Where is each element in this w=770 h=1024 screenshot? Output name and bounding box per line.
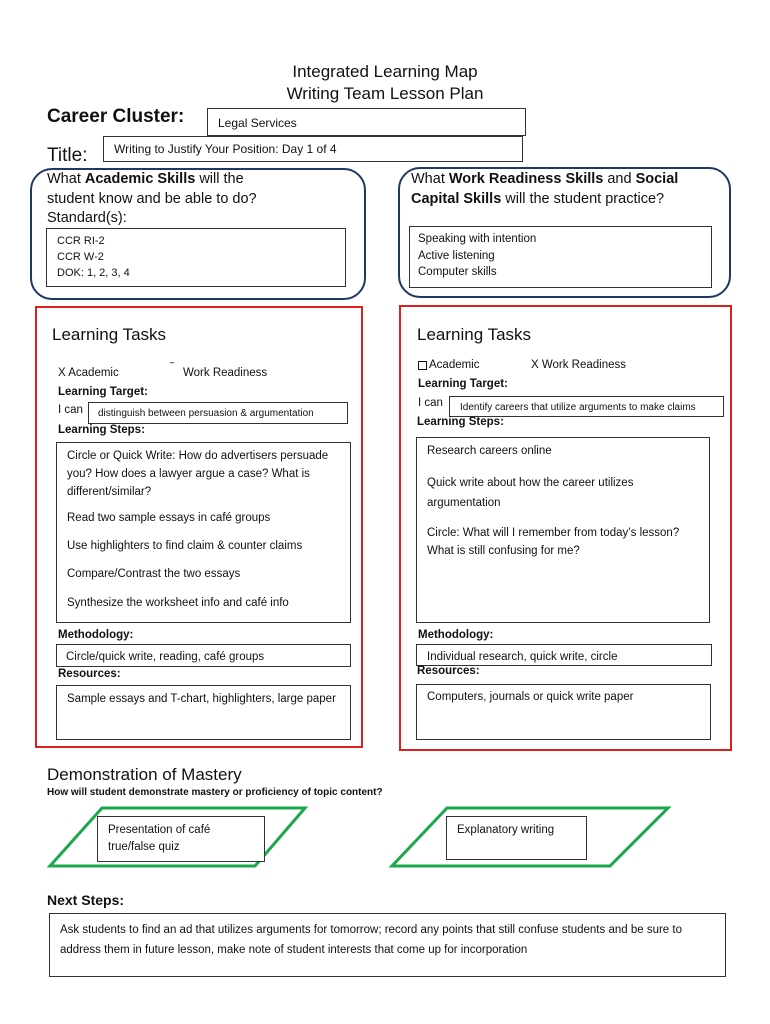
- next-steps-label: Next Steps:: [47, 892, 125, 908]
- left-target-field[interactable]: [88, 402, 348, 424]
- right-work-readiness-option[interactable]: X Work Readiness: [531, 359, 627, 371]
- right-ican-label: I can: [418, 397, 443, 409]
- left-methodology-label: Methodology:: [58, 629, 134, 641]
- left-resources-value: Sample essays and T-chart, highlighters, large paper: [67, 693, 336, 705]
- skill-item: Computer skills: [418, 266, 497, 279]
- standard-item: DOK: 1, 2, 3, 4: [57, 266, 130, 279]
- right-step-item: Research careers online: [427, 445, 552, 457]
- left-work-readiness-option[interactable]: Work Readiness: [183, 367, 268, 379]
- mastery-question: How will student demonstrate mastery or proficiency of topic content?: [47, 787, 383, 798]
- left-methodology-field[interactable]: [56, 644, 351, 667]
- doc-title-line2: Writing Team Lesson Plan: [286, 84, 484, 103]
- standard-item: CCR RI-2: [57, 235, 105, 247]
- next-steps-value: Ask students to find an ad that utilizes arguments for tomorrow; record any points that still confuse students and be sure to address them in future lesson, make note of student interests that come up for incorporation: [60, 924, 682, 957]
- right-target-label: Learning Target:: [418, 378, 508, 390]
- work-readiness-skills-field[interactable]: [409, 226, 712, 288]
- left-academic-option[interactable]: X Academic: [58, 367, 119, 379]
- mastery-right-field[interactable]: [446, 816, 587, 860]
- title-label: Title:: [47, 145, 88, 166]
- right-resources-field[interactable]: [416, 684, 711, 740]
- standards-list: [57, 234, 130, 282]
- left-step-item: Read two sample essays in café groups: [67, 512, 271, 524]
- career-cluster-field[interactable]: [207, 108, 526, 136]
- right-learning-tasks-heading: Learning Tasks: [417, 325, 532, 344]
- left-resources-field[interactable]: [56, 685, 351, 740]
- mastery-right-value: Explanatory writing: [457, 824, 555, 836]
- skill-item: Speaking with intention: [418, 233, 537, 245]
- right-resources-value: Computers, journals or quick write paper: [427, 691, 634, 703]
- left-steps-field[interactable]: [56, 442, 351, 623]
- work-readiness-skills-list: [418, 231, 536, 281]
- left-step-item: Use highlighters to find claim & counter claims: [67, 540, 303, 552]
- left-target-value: distinguish between persuasion & argumentation: [98, 408, 314, 419]
- academic-skills-question: What Academic Skills will the student know and be able to do? Standard(s):: [47, 171, 257, 227]
- mastery-left-value: Presentation of café true/false quiz: [108, 824, 211, 854]
- work-readiness-question: What Work Readiness Skills and Social Capital Skills will the student practice?: [411, 171, 679, 207]
- left-step-item: Synthesize the worksheet info and café info: [67, 597, 289, 609]
- mastery-left-field[interactable]: [97, 816, 265, 862]
- career-cluster-value: Legal Services: [218, 116, 297, 130]
- title-field[interactable]: [103, 136, 523, 162]
- right-steps-field[interactable]: [416, 437, 710, 623]
- left-resources-label: Resources:: [58, 668, 121, 680]
- left-target-label: Learning Target:: [58, 386, 148, 398]
- mastery-heading: Demonstration of Mastery: [47, 765, 242, 784]
- right-academic-checkbox[interactable]: [418, 361, 427, 370]
- standards-field[interactable]: [46, 228, 346, 287]
- right-academic-option[interactable]: Academic: [429, 359, 480, 371]
- right-steps-label: Learning Steps:: [417, 416, 504, 428]
- skill-item: Active listening: [418, 249, 495, 262]
- left-methodology-value: Circle/quick write, reading, café groups: [66, 651, 265, 663]
- right-target-value: Identify careers that utilize arguments to make claims: [460, 402, 696, 413]
- career-cluster-label: Career Cluster:: [47, 106, 185, 127]
- left-work-readiness-mark: ‾: [170, 363, 174, 375]
- left-steps-label: Learning Steps:: [58, 424, 145, 436]
- right-methodology-field[interactable]: [416, 644, 712, 666]
- right-target-field[interactable]: [449, 396, 724, 417]
- right-methodology-label: Methodology:: [418, 629, 494, 641]
- right-resources-label: Resources:: [417, 665, 480, 677]
- left-ican-label: I can: [58, 404, 83, 416]
- left-learning-tasks-heading: Learning Tasks: [52, 325, 167, 344]
- next-steps-field[interactable]: [49, 913, 726, 977]
- right-step-item: Circle: What will I remember from today’s lesson? What is still confusing for me?: [427, 527, 680, 558]
- doc-title-line1: Integrated Learning Map: [292, 62, 478, 81]
- title-value: Writing to Justify Your Position: Day 1 of 4: [114, 142, 337, 156]
- left-step-item: Compare/Contrast the two essays: [67, 568, 241, 580]
- standard-item: CCR W-2: [57, 250, 104, 263]
- right-methodology-value: Individual research, quick write, circle: [427, 651, 618, 663]
- right-step-item: Quick write about how the career utilizes argumentation: [427, 477, 634, 509]
- left-step-item: Circle or Quick Write: How do advertisers persuade you? How does a lawyer argue a case? What is different/similar?: [67, 450, 329, 498]
